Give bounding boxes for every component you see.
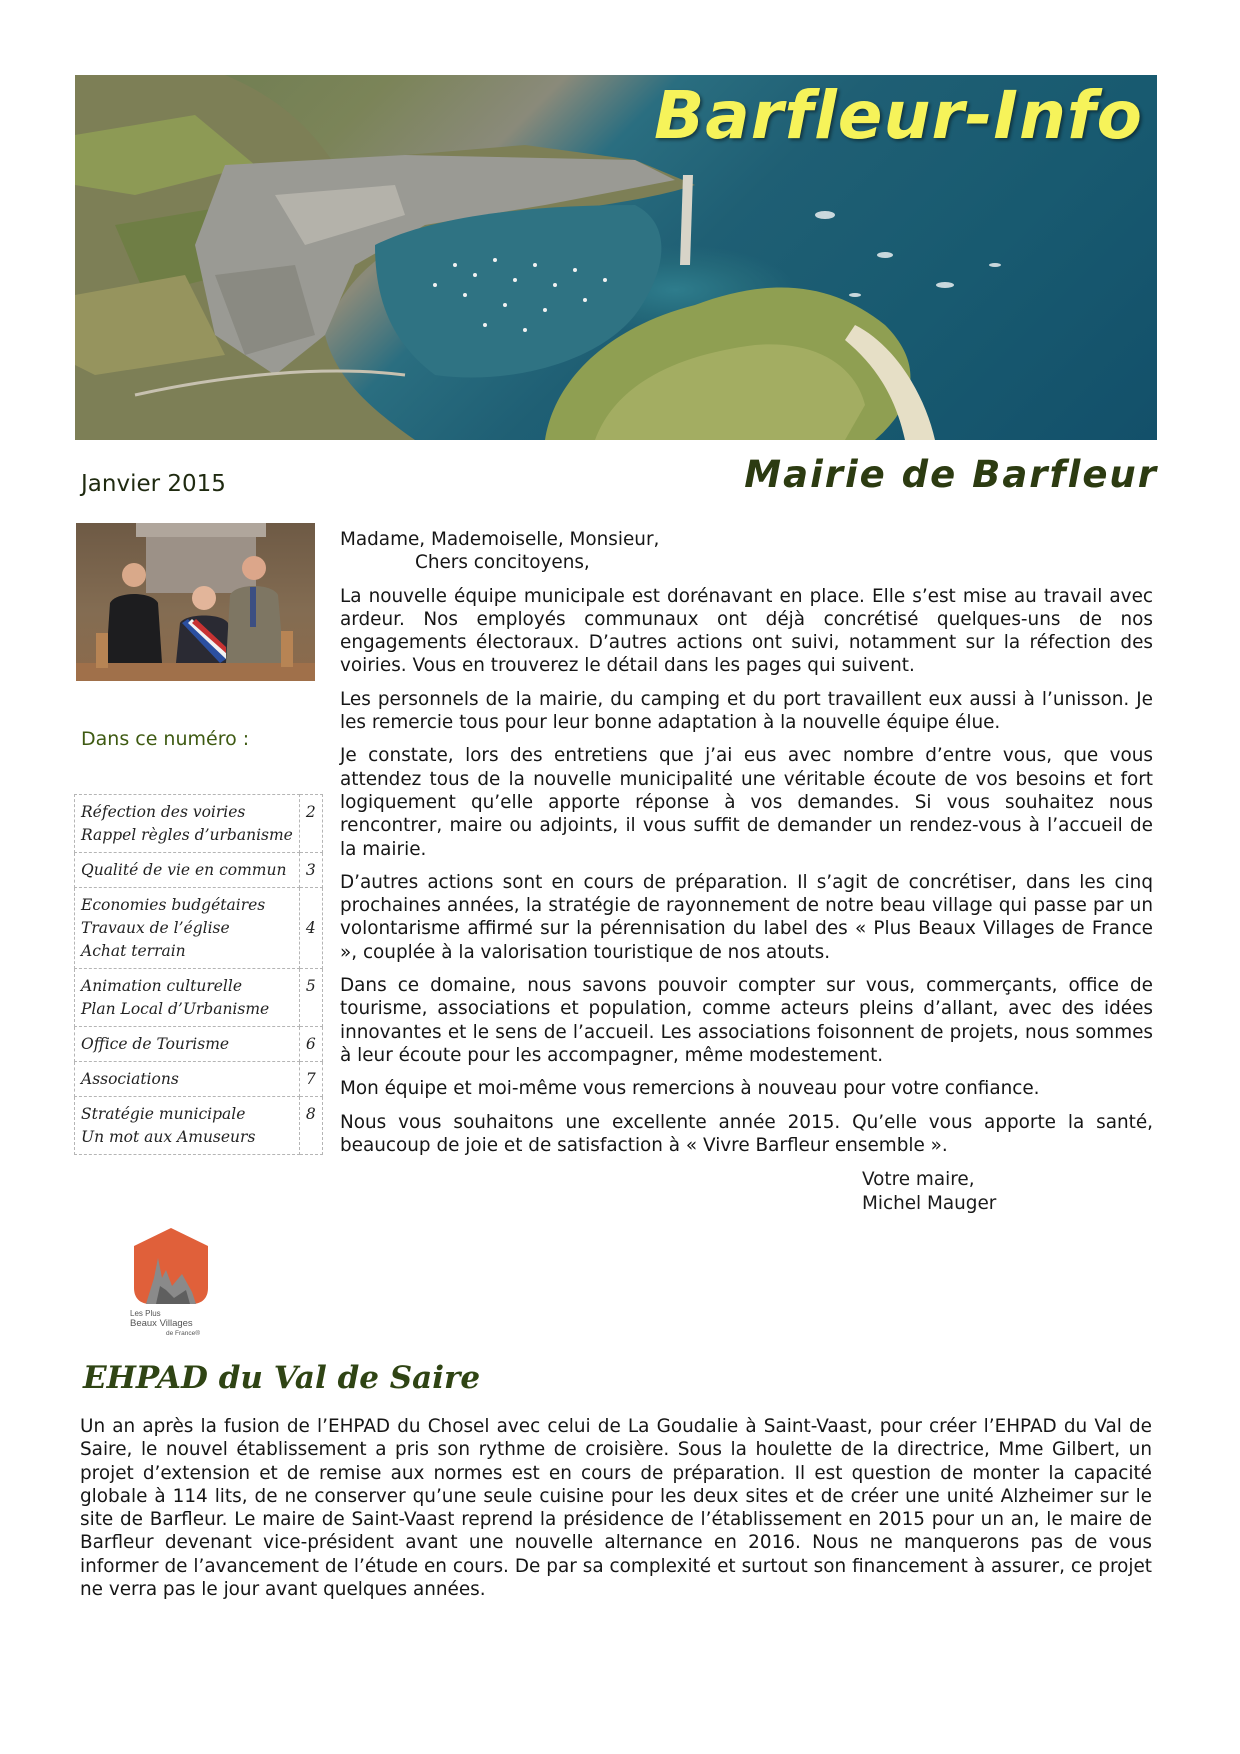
letter-paragraph: D’autres actions sont en cours de préparation. Il s’agit de concrétiser, dans les cinq prochaines années, la stratégie de rayonnement de notre beau village qui passe par un volontarisme affirmé sur la pérennisation du label des « Plus Beaux Villages de France », couplée à la valorisation touristique de nos atouts. xyxy=(340,871,1153,963)
toc-topic: Un mot aux Amuseurs xyxy=(81,1128,256,1146)
ehpad-article-body: Un an après la fusion de l’EHPAD du Chosel avec celui de La Goudalie à Saint-Vaast, pour créer l’EHPAD du Val de Saire, le nouvel établissement a pris son rythme de croisière. Sous la houlette de la directrice, Mme Gilbert, un projet d’extension et de remise aux normes est en cours de préparation. Il est question de monter la capacité globale à 114 lits, de ne conserver qu’une seule cuisine pour les deux sites et de créer une unité Alzheimer sur le site de Barfleur. Le maire de Saint-Vaast reprend la présidence de l’établissement en 2015 pour un an, le maire de Barfleur devenant vice-président avant une nouvelle alternance en 2016. Nous ne manquerons pas de vous informer de l’avancement de l’étude en cours. De par sa complexité et surtout son financement à assurer, ce projet ne verra pas le jour avant quelques années. xyxy=(80,1416,1152,1601)
toc-page-number: 3 xyxy=(299,853,322,888)
mairie-heading: Mairie de Barfleur xyxy=(744,453,1158,496)
letter-closing: Votre maire, xyxy=(862,1169,975,1190)
municipal-team-photo xyxy=(76,523,315,681)
mayor-name: Michel Mauger xyxy=(862,1193,997,1214)
plus-beaux-villages-logo xyxy=(126,1228,216,1338)
letter-paragraph: Mon équipe et moi-même vous remercions à nouveau pour votre confiance. xyxy=(340,1078,1040,1100)
letter-salutation: Madame, Mademoiselle, Monsieur, xyxy=(340,529,660,550)
toc-heading: Dans ce numéro : xyxy=(81,728,250,750)
toc-row xyxy=(75,1027,323,1062)
toc-topic: Travaux de l’église xyxy=(81,919,230,937)
toc-page-number: 5 xyxy=(299,969,322,1027)
letter-paragraph: Je constate, lors des entretiens que j’ai eus avec nombre d’entre vous, que vous attendez tous de la nouvelle municipalité une véritable écoute de vos besoins et fort logiquement qu’elle apporte réponse à vos demandes. Si vous souhaitez nous rencontrer, maire ou adjoints, il vous suffit de demander un rendez-vous à l’accueil de la mairie. xyxy=(340,745,1153,860)
toc-row xyxy=(75,969,323,1027)
village-logo-icon xyxy=(126,1228,216,1338)
toc-row xyxy=(75,795,323,853)
toc-topic: Economies budgétaires xyxy=(81,896,266,914)
toc-row xyxy=(75,1062,323,1097)
logo-line-1: Les Plus xyxy=(130,1309,161,1318)
toc-topic: Achat terrain xyxy=(81,942,186,960)
team-photo-illustration xyxy=(76,523,315,681)
logo-line-3: de France® xyxy=(166,1330,201,1337)
toc-page-number: 8 xyxy=(299,1097,322,1155)
toc-row xyxy=(75,1097,323,1155)
issue-date: Janvier 2015 xyxy=(81,471,226,497)
banner-aerial-photo xyxy=(75,75,1157,440)
letter-salutation-2: Chers concitoyens, xyxy=(415,552,590,574)
toc-page-number: 4 xyxy=(299,888,322,969)
toc-topic: Rappel règles d’urbanisme xyxy=(81,826,293,844)
toc-topic: Associations xyxy=(81,1070,179,1088)
ehpad-heading: EHPAD du Val de Saire xyxy=(83,1360,481,1396)
toc-topic: Qualité de vie en commun xyxy=(81,861,287,879)
toc-topic: Réfection des voiries xyxy=(81,803,246,821)
letter-paragraph: Dans ce domaine, nous savons pouvoir compter sur vous, commerçants, office de tourisme, associations et population, comme acteurs pleins d’allant, avec des idées innovantes et le sens de l’accueil. Les associations foisonnent de projets, nous sommes à leur écoute pour les accompagner, même modestement. xyxy=(340,975,1153,1066)
logo-line-2: Beaux Villages xyxy=(130,1318,193,1329)
letter-paragraph: Les personnels de la mairie, du camping et du port travaillent eux aussi à l’unisson. Je les remercie tous pour leur bonne adaptation à la nouvelle équipe élue. xyxy=(340,688,1153,734)
mayor-letter xyxy=(340,528,1153,1167)
toc-topic: Office de Tourisme xyxy=(81,1035,230,1053)
table-of-contents xyxy=(74,794,323,1155)
letter-paragraph: Nous vous souhaitons une excellente année 2015. Qu’elle vous apporte la santé, beaucoup de joie et de satisfaction à « Vivre Barfleur ensemble ». xyxy=(340,1111,1153,1156)
toc-page-number: 2 xyxy=(299,795,322,853)
toc-topic: Animation culturelle xyxy=(81,977,243,995)
toc-topic: Plan Local d’Urbanisme xyxy=(81,1000,270,1018)
toc-page-number: 7 xyxy=(299,1062,322,1097)
letter-paragraph: La nouvelle équipe municipale est dorénavant en place. Elle s’est mise au travail avec ardeur. Nos employés communaux ont déjà concrétisé quelques-uns de nos engagements électoraux. D’autres actions ont suivi, notamment sur la réfection des voiries. Vous en trouverez le détail dans les pages qui suivent. xyxy=(340,585,1153,677)
letter-signature xyxy=(862,1168,996,1216)
toc-topic: Stratégie municipale xyxy=(81,1105,246,1123)
newsletter-title: Barfleur-Info xyxy=(653,77,1143,154)
toc-row xyxy=(75,853,323,888)
toc-row xyxy=(75,888,323,969)
toc-page-number: 6 xyxy=(299,1027,322,1062)
